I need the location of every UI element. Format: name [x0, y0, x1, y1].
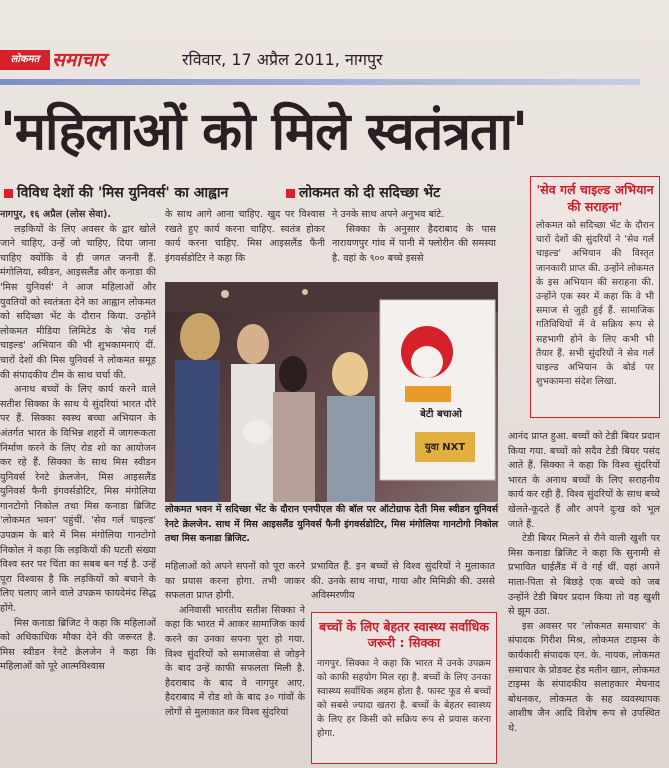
board-text: बेटी बचाओ — [420, 409, 462, 420]
lokmat-logo: लोकमत — [0, 50, 50, 70]
paragraph: टेडी बियर मिलने से रौने वाली खुशी पर मिस कनाडा ब्रिजिट ने कहा कि सुनामी से प्रभावित थाईलैंड में वे गई थीं. वहां अपने माता-पिता से बिछड़े एक बच्चे को जब उन्होंने टेडी बियर प्रदान किया तो वह खुशी से झूम उठा. — [508, 533, 660, 618]
subhead-left — [4, 181, 228, 205]
paragraph: आनंद प्राप्त हुआ. बच्चों को टेडी बियर प्रदान किया गया. बच्चों को सदैव टेडी बियर पसंद आते हैं. सिक्का ने कहा कि विश्व सुंदरियों भारत के अनाथ बच्चों के लिए सराहनीय कार्य कर रही हैं. विश्व सुंदरियों के साथ बच्चे खेलते-कूदते हैं और अपने दुःख को भूल जाते हैं. — [508, 431, 660, 530]
subhead-center — [286, 181, 440, 205]
paragraph: लड़कियों के लिए अवसर के द्वार खोले जाने चाहिए, उन्हें जो चाहिए, दिया जाना चाहिए क्योंकि वे ही जगत जननी हैं. मंगोलिया, स्वीडन, आइसलैंड और कनाडा की 'मिस युनिवर्स' ने आज महिलाओं और युवतियों को स्वतंत्रता देने का आह्वान लोकमत को सदिच्छा भेंट के दौरान किया. उन्होंने लोकमत मीडिया लिमिटेड के 'सेव गर्ल चाइल्ड' अभियान की भी शुभकामनाएं दीं. चारों देशों की मिस युनिवर्स ने लोकमत समूह की संपादकीय टीम के साथ चर्चा की. — [0, 223, 156, 381]
paragraph: इस अवसर पर 'लोकमत समाचार' के संपादक गिरीश मिश्र, लोकमत टाइम्स के कार्यकारी संपादक एन. के. नायक, लोकमत समाचार के प्रोडक्ट हेड मतीन खान, लोकमत टाइम्स के संपादकीय सलाहकार मेघनाद बोधनकर, लोकमत के सह व्यवस्थापक आशीष जैन आदि विशेष रूप से उपस्थित थे. — [508, 620, 660, 734]
headline: 'महिलाओं को मिले स्वतंत्रता' — [0, 101, 528, 162]
dateline-intro: नागपुर, १६ अप्रैल (लोस सेवा). — [0, 209, 112, 220]
photo-caption: लोकमत भवन में सदिच्छा भेंट के दौरान एनपीएल की बॉल पर ऑटोग्राफ देती मिस स्वीडन युनिवर्स रेनटे क्रेलजेन. साथ में मिस आइसलैंड युनिवर्स फैनी इंगवर्सडोटिर, मिस मंगोलिया गानटोगो निकोल तथा मिस कनाडा ब्रिजिट. — [165, 504, 498, 544]
paragraph: के साथ आगे आना चाहिए. खुद पर विश्वास रखते हुए कार्य करना चाहिए. स्वतंत्र होकर कार्य करना चाहिए. मिस आइसलैंड फैनी इंगवर्सडोटिर ने कहा कि — [165, 209, 325, 264]
dateline: रविवार, 17 अप्रैल 2011, नागपुर — [182, 50, 383, 69]
article-column-right-lower — [508, 430, 660, 762]
masthead-rule — [0, 79, 640, 85]
bullet-icon — [4, 189, 13, 198]
sidebar-box-title: 'सेव गर्ल चाइल्ड अभियान की सराहना' — [536, 182, 654, 214]
paragraph: प्रभावित हैं. इन बच्चों से विश्व सुंदरियों ने मुलाकात की. उनके साथ नाचा, गाया और मिमिक्री की. उससे अविस्मरणीय — [311, 561, 495, 602]
sidebar-box-body: लोकमत को सदिच्छा भेंट के दौरान चारों देशों की सुंदरियों ने 'सेव गर्ल चाइल्ड' अभियान की विस्तृत जानकारी प्राप्त की. उन्होंने लोकमत के इस अभियान की सराहना की. उन्होंने एक स्वर में कहा कि वे भी समाज से जुड़ी हुई हैं. सामाजिक गतिविधियों में वे सक्रिय रूप से सहभागी होने के लिए कभी भी तैयार हैं. सभी सुंदरियों ने सेव गर्ल चाइल्ड अभियान के बोर्ड पर शुभकामना संदेश लिखा. — [536, 220, 654, 388]
board-text-2: युवा NXT — [424, 442, 466, 453]
samachar-logo: समाचार — [52, 49, 106, 71]
paragraph: सिक्का के अनुसार हैदराबाद के पास नारायणपुर गांव में पानी में फ्लोरीन की समस्या है. वहां के ९०० बच्चे इससे — [332, 223, 496, 264]
article-column-1 — [0, 208, 156, 764]
bullet-icon — [286, 189, 295, 198]
article-column-2-lower — [165, 560, 305, 764]
masthead — [0, 48, 669, 74]
health-box-title: बच्चों के लिए बेहतर स्वास्थ्य सर्वाधिक जरूरी : सिक्का — [319, 619, 489, 650]
article-column-3 — [332, 208, 496, 278]
news-photo — [165, 282, 498, 502]
paragraph: मिस कनाडा ब्रिजिट ने कहा कि महिलाओं को अधिकाधिक मौका देने की जरूरत है. मिस स्वीडन रेनटे क्रेलजेन ने कहा कि महिलाओं को पूरे आत्मविश्वास — [0, 617, 156, 673]
health-box-body: नागपुर. सिक्का ने कहा कि भारत में उनके उपक्रम को काफी सहयोग मिल रहा है. बच्चों के लिए उनका स्वास्थ्य सर्वाधिक अहम होता है. फास्ट फूड से बच्चों को सबसे ज्यादा खतरा है. बच्चों के बेहतर स्वास्थ्य के लिए हर किसी को सक्रिय रूप से प्रयास करना होगा. — [317, 658, 491, 739]
article-column-3-lower — [311, 560, 495, 608]
subhead-left-text: विविध देशों की 'मिस युनिवर्स' का आह्वान — [17, 185, 229, 201]
photo-illustration — [165, 282, 498, 502]
sidebar-box-save-girl — [530, 176, 660, 418]
subhead-center-text: लोकमत को दी सदिच्छा भेंट — [299, 185, 441, 201]
paragraph: महिलाओं को अपने सपनों को पूरा करने का प्रयास करना होगा. तभी जाकर सफलता प्राप्त होगी. — [165, 561, 305, 602]
paragraph: अनाथ बच्चों के लिए कार्य करने वाले सतीश सिक्का के साथ ये सुंदरियां भारत दौरे पर हैं. सिक्का स्वस्थ बच्चा अभियान के अंतर्गत भारत के विभिन्न शहरों में जागरूकता निर्माण करने के लिए रोड शो का आयोजन कर रहे हैं. सिक्का के साथ मिस स्वीडन युनिवर्स रेनटे क्रेलजेन, मिस आइसलैंड युनिवर्स फैनी इंगवर्सडोटिर, मिस मंगोलिया गानटोगो निकोल तथा मिस कनाडा ब्रिजिट 'लोकमत भवन' पहुंचीं. 'सेव गर्ल चाइल्ड' उपक्रम के बारे में मिस मंगोलिया गानटोगो निकोल ने कहा कि लड़कियों की घटती संख्या विश्व स्तर पर चिंता का सबब बन गई है. उन्हें पूरा विश्वास है कि लड़कियों को बचाने के लिए चलाए जाने वाले उपक्रम फायदेमंद सिद्ध होंगे. — [0, 384, 156, 615]
health-box — [311, 612, 497, 764]
article-column-2 — [165, 208, 325, 278]
paragraph: ने उनके साथ अपने अनुभव बांटे. — [332, 209, 445, 220]
paragraph: अनिवासी भारतीय सतीश सिक्का ने कहा कि भारत में आकर सामाजिक कार्य करने का उनका सपना पूरा हो गया. विश्व सुंदरियों को समाजसेवा से जोड़ने के बाद उन्हें काफी सफलता मिली है. हैदराबाद के बाद वे नागपुर आए. हैदराबाद में रोड शो के बाद ३० गांवों के लोगों से मुलाकात कर विश्व सुंदरियां — [165, 604, 305, 718]
